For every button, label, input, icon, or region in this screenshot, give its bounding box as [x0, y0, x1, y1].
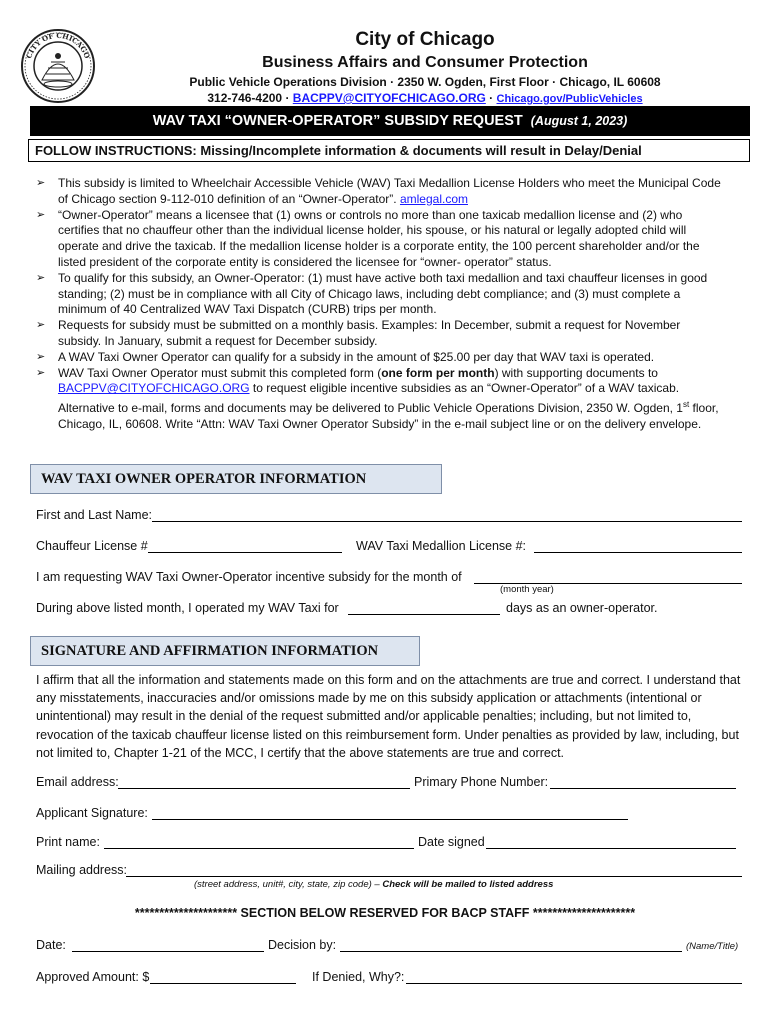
approved-amount-field[interactable] [150, 970, 296, 984]
seal-text: CITY OF CHICAGO [24, 30, 92, 60]
days-operated-field[interactable] [348, 601, 500, 615]
form-title-bar [30, 106, 750, 136]
month-year-hint: (month year) [500, 584, 554, 595]
days-operated-suffix: days as an owner-operator. [506, 601, 658, 615]
denied-reason-field[interactable] [406, 970, 742, 984]
signature-affirmation-heading: SIGNATURE AND AFFIRMATION INFORMATION [30, 636, 420, 666]
date-signed-label: Date signed [418, 835, 485, 849]
staff-section-heading: ********************* SECTION BELOW RESERVED FOR BACP STAFF ********************* [134, 906, 636, 920]
decision-by-field[interactable] [340, 938, 682, 952]
contact-line [100, 90, 750, 107]
form-title: WAV TAXI “OWNER-OPERATOR” SUBSIDY REQUEST [152, 113, 523, 129]
list-item: ➢ To qualify for this subsidy, an Owner-Operator: (1) must have active both taxi medallion and taxi chauffeur licenses in good standing; (2) must be in compliance with all City of Chicago laws, including debt compliance; and (3) must complete a minimum of 40 Centralized WAV Taxi Dispatch (CURB) trips per month. [36, 271, 726, 318]
list-item: ➢ Requests for subsidy must be submitted on a monthly basis. Examples: In December, submit a request for November subsidy. In January, submit a request for December subsidy. [36, 318, 726, 350]
medallion-license-label: WAV Taxi Medallion License #: [356, 539, 526, 553]
date-signed-field[interactable] [486, 835, 736, 849]
list-item: ➢ “Owner-Operator” means a licensee that (1) owns or controls no more than one taxicab medallion license and (2) who certifies that no chauffeur other than the individual license holder, his spouse, or his natural or legally adopted child will operate and drive the taxicab. If the medallion license holder is a corporate entity, the 100 percent shareholder and/or the listed president of the corporate entity is considered the licensee for “owner- operator” status. [36, 208, 726, 271]
instructions-list [36, 176, 726, 433]
list-item: ➢ A WAV Taxi Owner Operator can qualify for a subsidy in the amount of $25.00 per day that WAV taxi is operated. [36, 350, 726, 366]
amlegal-link[interactable]: amlegal.com [399, 191, 468, 206]
email-submit-link[interactable]: BACPPV@CITYOFCHICAGO.ORG [58, 381, 250, 396]
mailing-address-hint: (street address, unit#, city, state, zip code) – Check will be mailed to listed address [194, 879, 554, 890]
email-label: Email address: [36, 775, 119, 789]
city-seal-icon [20, 28, 96, 104]
email-field[interactable] [118, 775, 410, 789]
list-item: ➢ This subsidy is limited to Wheelchair Accessible Vehicle (WAV) Taxi Medallion License Holders who meet the Municipal Code of Chicago section 9-112-010 definition of an “Owner-Operator”. amlegal.com [36, 176, 726, 208]
name-title-hint: (Name/Title) [686, 941, 739, 952]
phone-field[interactable] [550, 775, 736, 789]
owner-operator-info-heading: WAV TAXI OWNER OPERATOR INFORMATION [30, 464, 442, 494]
chauffeur-license-label: Chauffeur License # [36, 539, 148, 553]
subsidy-month-field[interactable] [474, 570, 742, 584]
mailing-address-label: Mailing address: [36, 863, 128, 877]
mailing-address-field[interactable] [126, 863, 742, 877]
email-link[interactable]: BACPPV@CITYOFCHICAGO.ORG [292, 91, 486, 105]
signature-field[interactable] [152, 806, 628, 820]
staff-date-field[interactable] [72, 938, 264, 952]
name-label: First and Last Name: [36, 508, 153, 522]
separator: · [485, 91, 497, 105]
list-item: ➢ WAV Taxi Owner Operator must submit this completed form (one form per month) with supporting documents to BACPPV@CITYOFCHICAGO.ORG to request eligible incentive subsidies as an “Owner-Operator” of a WAV taxicab. Alternative to e-mail, forms and documents may be delivered to Public Vehicle Operations Division, 2350 W. Ogden, 1st floor, Chicago, IL, 60608. Write “Attn: WAV Taxi Owner Operator Subsidy” in the e-mail subject line or on the delivery envelope. [36, 366, 726, 433]
phone-number: 312-746-4200 · [207, 91, 293, 105]
department-name: Business Affairs and Consumer Protection [262, 54, 588, 71]
affirmation-text: I affirm that all the information and statements made on this form and on the attachments are true and correct. I understand that any misstatements, inaccuracies and/or omissions made by me on this subsidy application or attachments (intentional or unintentional) may result in the denial of the request submitted and/or applicable penalties; including, but not limited to, revocation of the taxicab chauffeur license listed on this reimbursement form. Under penalties as provided by law, including, but not limited to, Chapter 1-21 of the MCC, I certify that the above statements are true and correct. [36, 673, 741, 760]
follow-instructions-banner: FOLLOW INSTRUCTIONS: Missing/Incomplete information & documents will result in Delay/Denial [28, 139, 750, 162]
website-link[interactable]: Chicago.gov/PublicVehicles [496, 93, 643, 105]
decision-by-label: Decision by: [268, 938, 337, 952]
division-address: Public Vehicle Operations Division · 2350 W. Ogden, First Floor · Chicago, IL 60608 [189, 75, 661, 89]
days-operated-label: During above listed month, I operated my WAV Taxi for [36, 601, 339, 615]
print-name-field[interactable] [104, 835, 414, 849]
medallion-license-field[interactable] [534, 539, 742, 553]
subsidy-month-label: I am requesting WAV Taxi Owner-Operator incentive subsidy for the month of [36, 570, 462, 584]
print-name-label: Print name: [36, 835, 100, 849]
city-name: City of Chicago [355, 29, 495, 50]
letterhead [100, 28, 750, 107]
signature-label: Applicant Signature: [36, 806, 148, 820]
form-date: (August 1, 2023) [530, 114, 628, 128]
approved-amount-label: Approved Amount: $ [36, 970, 150, 984]
phone-label: Primary Phone Number: [414, 775, 549, 789]
denied-reason-label: If Denied, Why?: [312, 970, 405, 984]
chauffeur-license-field[interactable] [148, 539, 342, 553]
staff-date-label: Date: [36, 938, 66, 952]
name-field[interactable] [152, 508, 742, 522]
